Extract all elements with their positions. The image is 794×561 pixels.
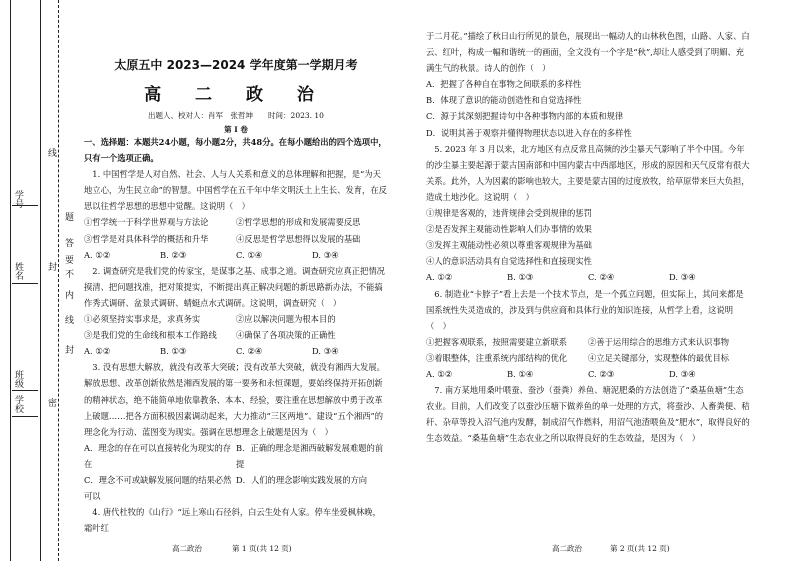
statement-item: ④立足关键部分，实现整体的最优目标 xyxy=(588,352,730,363)
instructions: 一、选择题：本题共24小题，每小题2分，共48分。在每小题给出的四个选项中，只有一个选项正确。 xyxy=(84,137,387,164)
binding-line-seal xyxy=(58,0,59,561)
student-id-label: 学号 xyxy=(13,190,23,208)
statement-item: ③哲学是对具体科学的概括和升华 xyxy=(84,233,209,244)
question-6-choices xyxy=(426,366,750,382)
answer-choice[interactable]: A. ①② xyxy=(84,346,111,357)
question-7-stem: 7. 南方某地用桑叶喂蚕、蚕沙（蚕粪）养鱼、塘泥肥桑的方法创造了“桑基鱼塘”生态农业。目前，人们改变了以蚕沙压塘下做养鱼的单一处理的方式，将蚕沙、人畜粪便、秸秆、杂草等投入沼气池内发酵，制成沼气作燃料，用沼气池渣喂鱼及“肥水”，取得良好的生态效益。“桑基鱼塘”生态农业之所以取得良好的生态效益，是因为（ ） xyxy=(426,385,750,444)
question-5-choices xyxy=(426,269,750,285)
question-1-stem: 1. 中国哲学是人对自然、社会、人与人关系和意义的总体理解和把握，是“为天地立心，为生民立命”的智慧。中国哲学在五千年中华文明沃土上生长、发育，在反思以往哲学思想的思想中觉醒。这说明（ ） xyxy=(84,169,387,212)
question-2-stem: 2. 调查研究是我们党的传家宝，是谋事之基、成事之道。调查研究应真正把情况摸清、把问题找准，把对策提实，不断提出真正解决问题的新思路新办法，不能搞作秀式调研、盆景式调研、蜻蜓点水式调研。这说明，调查研究（ ） xyxy=(84,265,385,308)
question-3-stem: 3. 没有思想大解放，就没有改革大突破；没有改革大突破，就没有湘西大发展。解放思想、改革创新依然是湘西发展的第一要务和永恒课题，要始终保持开拓创新的精神状态，绝不能简单地依靠教条、本本、经验，要注重在思想解放中勇于改革上破题……把各方面积极因素调动起来，大力推动“三区两地”、建设“五个湘西”的理念化为行动、蓝图变为现实。强调在思想理念上破题是因为（ ） xyxy=(84,362,385,437)
answer-choice[interactable]: C. ②④ xyxy=(588,272,615,283)
class-blank[interactable] xyxy=(12,390,38,391)
right-column xyxy=(426,28,750,446)
question-1-items xyxy=(84,214,388,246)
answer-choice[interactable]: D. ③④ xyxy=(312,249,339,260)
answer-choice[interactable]: C．理念不可或缺解发展问题的结果必然可以 xyxy=(84,474,232,502)
class-label: 班级 xyxy=(13,370,23,388)
student-id-blank[interactable] xyxy=(12,205,38,206)
statement-item: ①把握客观联系，按照需要建立新联系 xyxy=(426,336,568,347)
answer-choice[interactable]: B．体现了意识的能动创造性和自觉选择性 xyxy=(426,95,582,106)
statement-item: ④人的意识活动具有自觉选择性和直接现实性 xyxy=(426,256,592,267)
question-5-stem: 5. 2023 年 3 月以来，北方地区有点反常且高频的沙尘暴天气影响了半个中国。今年的沙尘暴主要起源于蒙古国南部和中国内蒙古中西部地区，形成的原因和天气反常有很大关系。此外，人为因素的影响也较大，主要是蒙古国的过度放牧，给草原带来巨大负担，造成土地沙化。这说明（ ） xyxy=(426,143,750,202)
question-2-choices xyxy=(84,343,388,359)
answer-choice[interactable]: A. ①② xyxy=(426,272,453,283)
question-2-items xyxy=(84,311,388,343)
statement-item: ②哲学思想的形成和发展需要反思 xyxy=(236,217,361,228)
answer-choice[interactable]: B. ①④ xyxy=(507,368,534,379)
question-6-items xyxy=(426,334,750,366)
binding-margin xyxy=(0,0,72,561)
seal-char: 不 xyxy=(63,269,73,278)
footer-page-right: 第 2 页(共 12 页) xyxy=(610,544,670,553)
binding-line-outer xyxy=(10,0,11,561)
footer-subject-right: 高二政治 xyxy=(552,544,582,553)
statement-item: ④确保了各项决策的正确性 xyxy=(236,330,336,341)
name-blank[interactable] xyxy=(12,283,38,284)
seal-char: 题 xyxy=(63,212,73,221)
statement-item: ②善于运用综合的思维方式来认识事物 xyxy=(588,336,730,347)
answer-choice[interactable]: D．人们的理念影响实践发展的方向 xyxy=(236,474,368,485)
answer-choice[interactable]: B. ①③ xyxy=(507,272,534,283)
answer-choice[interactable]: A. ①② xyxy=(84,249,111,260)
footer-subject-left: 高二政治 xyxy=(172,544,202,553)
left-column xyxy=(84,134,388,536)
school-blank[interactable] xyxy=(12,416,38,417)
statement-item: ①哲学统一于科学世界观与方法论 xyxy=(84,217,209,228)
exam-title: 太原五中 2023—2024 学年度第一学期月考 xyxy=(114,58,358,72)
question-6-stem: 6. 制造业“卡脖子”看上去是一个技术节点，是一个孤立问题，但实际上，其问来都是国系统性失灵造成的，涉及到与供应商和具体行业的知识连接，从哲学上看，这说明（ ） xyxy=(426,288,744,331)
seal-char: 线 xyxy=(46,148,56,157)
answer-choice[interactable]: B. ②③ xyxy=(160,249,187,260)
question-4-stem-cont: 于二月花。”描绘了秋日山行所见的景色，展现出一幅动人的山林秋色图，山路、人家、白云、红叶，构成一幅和谐统一的画面，全文没有一个字是“秋”,却让人感受到了明媚、充满生气的秋景。诗人的创作（ ） xyxy=(426,31,750,74)
statement-item: ③发挥主观能动性必须以尊重客观规律为基础 xyxy=(426,240,592,251)
answer-choice[interactable]: B．正确的理念是湘西破解发展难题的前提 xyxy=(236,442,384,469)
answer-choice[interactable]: A．理念的存在可以直接转化为现实的存在 xyxy=(84,442,232,469)
question-1-choices xyxy=(84,247,388,263)
statement-item: ④反思是哲学思想得以发展的基础 xyxy=(236,233,361,244)
statement-item: ②是否发挥主观能动性影响人们办事情的效果 xyxy=(426,224,592,235)
seal-char: 密 xyxy=(46,398,56,407)
answer-choice[interactable]: C．源于其深刻把握诗句中各种事物内部的本质和规律 xyxy=(426,111,624,122)
answer-choice[interactable]: C. ①④ xyxy=(236,249,263,260)
question-3-choices xyxy=(84,440,388,504)
seal-char: 线 xyxy=(63,315,73,324)
statement-item: ①规律是客观的，违背规律会受到规律的惩罚 xyxy=(426,208,592,219)
seal-char: 要 xyxy=(63,255,73,264)
answer-choice[interactable]: D. ③④ xyxy=(669,368,696,379)
answer-choice[interactable]: C. ②④ xyxy=(236,346,263,357)
answer-choice[interactable]: D. ③④ xyxy=(312,346,339,357)
answer-choice[interactable]: A．把握了各种自在事物之间联系的多样性 xyxy=(426,79,582,90)
statement-item: ①必须坚持实事求是，求真务实 xyxy=(84,314,201,325)
exam-meta: 出题人、校对人：肖军 张哲坤 时间：2023. 10 xyxy=(148,111,324,120)
answer-choice[interactable]: D. ③④ xyxy=(669,272,696,283)
section-label: 第 I 卷 xyxy=(224,125,248,134)
answer-choice[interactable]: C. ②③ xyxy=(588,368,615,379)
footer-page-left: 第 1 页(共 12 页) xyxy=(232,544,292,553)
name-label: 姓名 xyxy=(13,262,23,280)
seal-char: 答 xyxy=(63,238,73,247)
answer-choice[interactable]: D．说明其善于观察并懂得物理状态以进入存在的多样性 xyxy=(426,127,632,138)
statement-item: ③是我们党的生命线和根本工作路线 xyxy=(84,330,217,341)
question-4-stem-start: 4. 唐代杜牧的《山行》“远上寒山石径斜，白云生处有人家。停车坐爱枫林晚，霜叶红 xyxy=(84,507,381,534)
seal-char: 内 xyxy=(63,290,73,299)
binding-line-middle xyxy=(40,0,41,561)
school-label: 学校 xyxy=(13,395,23,413)
answer-choice[interactable]: A. ①② xyxy=(426,368,453,379)
seal-char: 封 xyxy=(46,262,56,271)
exam-subject: 高 二 政 治 xyxy=(144,85,328,105)
statement-item: ②应以解决问题为根本目的 xyxy=(236,314,336,325)
seal-char: 封 xyxy=(63,345,73,354)
answer-choice[interactable]: B. ①③ xyxy=(160,346,187,357)
statement-item: ③着眼整体，注重系统内部结构的优化 xyxy=(426,352,568,363)
